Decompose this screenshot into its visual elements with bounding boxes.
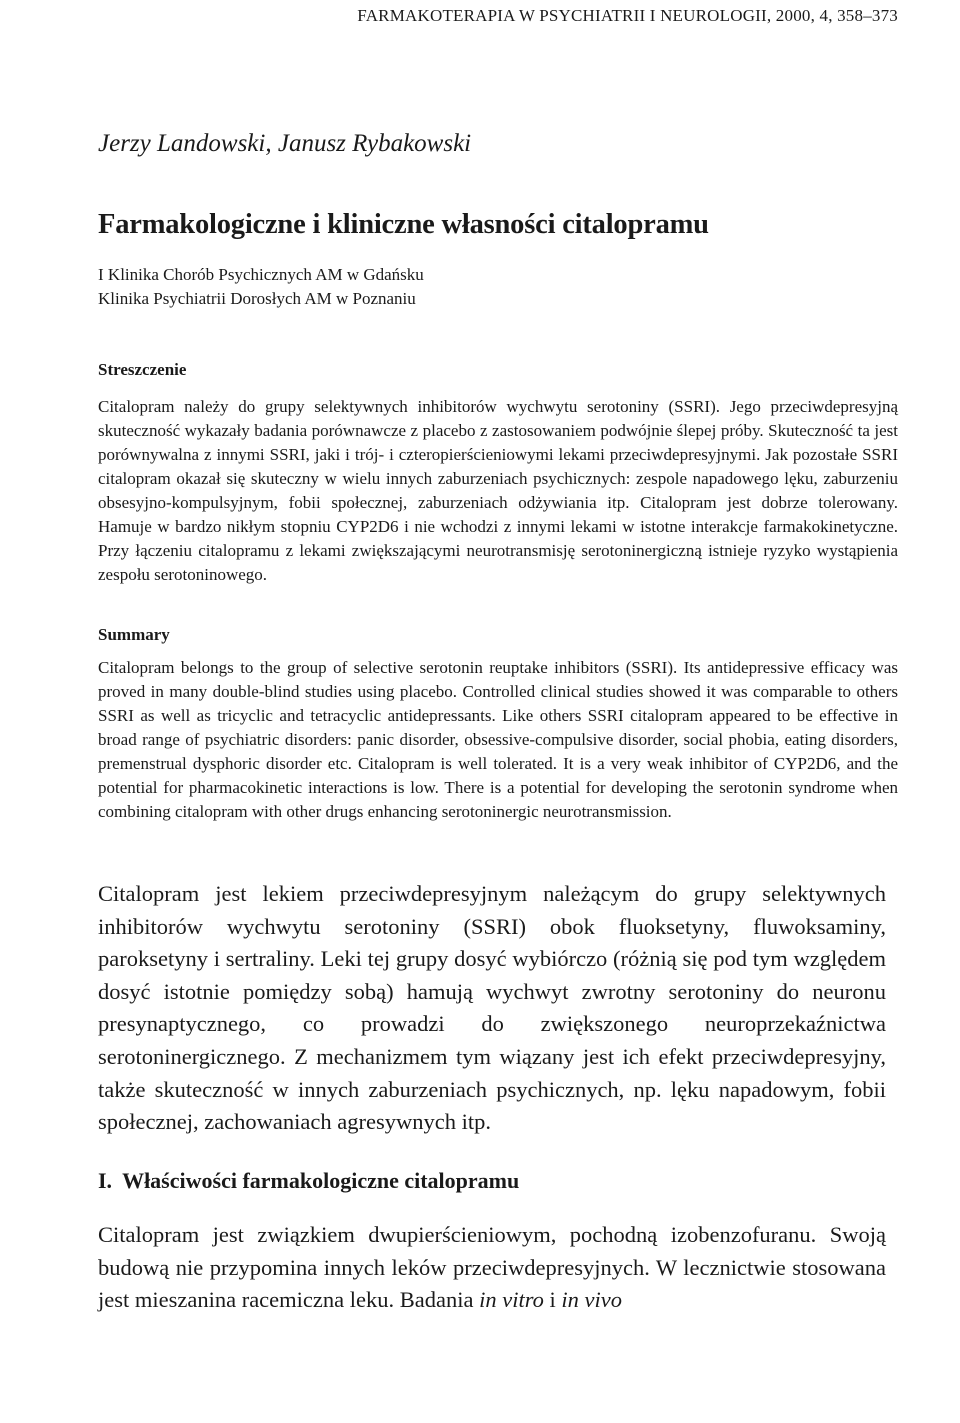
intro-paragraph: Citalopram jest lekiem przeciwdepresyjnym należącym do grupy selektywnych inhibitorów wychwytu serotoniny (SSRI) obok fluoksetyny, fluwoksaminy, paroksetyny i sertraliny. Leki tej grupy dosyć wybiórczo (różnią się pod tym względem dosyć istotnie pomiędzy sobą) hamują wychwyt zwrotny serotoniny do neuronu presynaptycznego, co prowadzi do zwiększonego neuroprzekaźnictwa serotoninergicznego. Z mechanizmem tym wiązany jest ich efekt przeciwdepresyjny, także skuteczność w innych zaburzeniach psychicznych, np. lęku napadowym, fobii społecznej, zachowaniach agresywnych itp.	[98, 881, 886, 1135]
abstract-en-text: Citalopram belongs to the group of selective serotonin reuptake inhibitors (SSRI). Its antidepressive efficacy was proved in many double-blind studies using placebo. Controlled clinical studies showed it was comparable to others SSRI as well as tricyclic and tetracyclic antidepressants. Like others SSRI citalopram appeared to be effective in broad range of psychiatric disorders: panic disorder, obsessive-compulsive disorder, social phobia, eating disorders, premenstrual dysphoric disorder etc. Citalopram is well tolerated. It is a very weak inhibitor of CYP2D6, and the potential for pharmacokinetic interactions is low. There is a potential for developing the serotonin syndrome when combining citalopram with other drugs enhancing serotoninergic neurotransmission.	[98, 658, 898, 821]
running-head: FARMAKOTERAPIA W PSYCHIATRII I NEUROLOGII, 2000, 4, 358–373	[357, 6, 898, 25]
italic-term: in vivo	[561, 1287, 622, 1313]
section-number: I.	[98, 1168, 113, 1193]
section-title: Właściwości farmakologiczne citalopramu	[122, 1168, 520, 1193]
article-title: Farmakologiczne i kliniczne własności citalopramu	[98, 209, 709, 240]
section-heading	[98, 1168, 519, 1194]
section-text-part: Citalopram jest związkiem dwupierścieniowym, pochodną izobenzofuranu. Swoją budową nie przypomina innych leków przeciwdepresyjnych. W lecznictwie stosowana jest mieszanina racemiczna leku. Badania	[98, 1222, 886, 1313]
italic-term: in vitro	[479, 1287, 544, 1313]
abstract-pl-text: Citalopram należy do grupy selektywnych inhibitorów wychwytu serotoniny (SSRI). Jego przeciwdepresyjną skuteczność wykazały badania porównawcze z placebo z zastosowaniem podwójnie ślepej próby. Skuteczność ta jest porównywalna z innymi SSRI, jaki i trój- i czteropierścieniowymi lekami przeciwdepresyjnymi. Jak pozostałe SSRI citalopram okazał się skuteczny w wielu innych zaburzeniach psychicznych: zespole napadowego lęku, zaburzeniu obsesyjno-kompulsyjnym, fobii społecznej, zaburzeniach odżywiania itp. Citalopram jest dobrze tolerowany. Hamuje w bardzo nikłym stopniu CYP2D6 i nie wchodzi z innymi lekami w istotne interakcje farmakokinetyczne. Przy łączeniu citalopramu z lekami zwiększającymi neurotransmisję serotoninergiczną istnieje ryzyko wystąpienia zespołu serotoninowego.	[98, 397, 898, 584]
abstract-en-heading: Summary	[98, 625, 170, 644]
affiliation: I Klinika Chorób Psychicznych AM w Gdańsku	[98, 265, 424, 284]
abstract-pl-heading: Streszczenie	[98, 360, 187, 379]
section-text-part: i	[543, 1287, 562, 1313]
authors: Jerzy Landowski, Janusz Rybakowski	[98, 130, 472, 157]
affiliation: Klinika Psychiatrii Dorosłych AM w Poznaniu	[98, 289, 416, 308]
section-paragraph	[98, 1219, 886, 1317]
